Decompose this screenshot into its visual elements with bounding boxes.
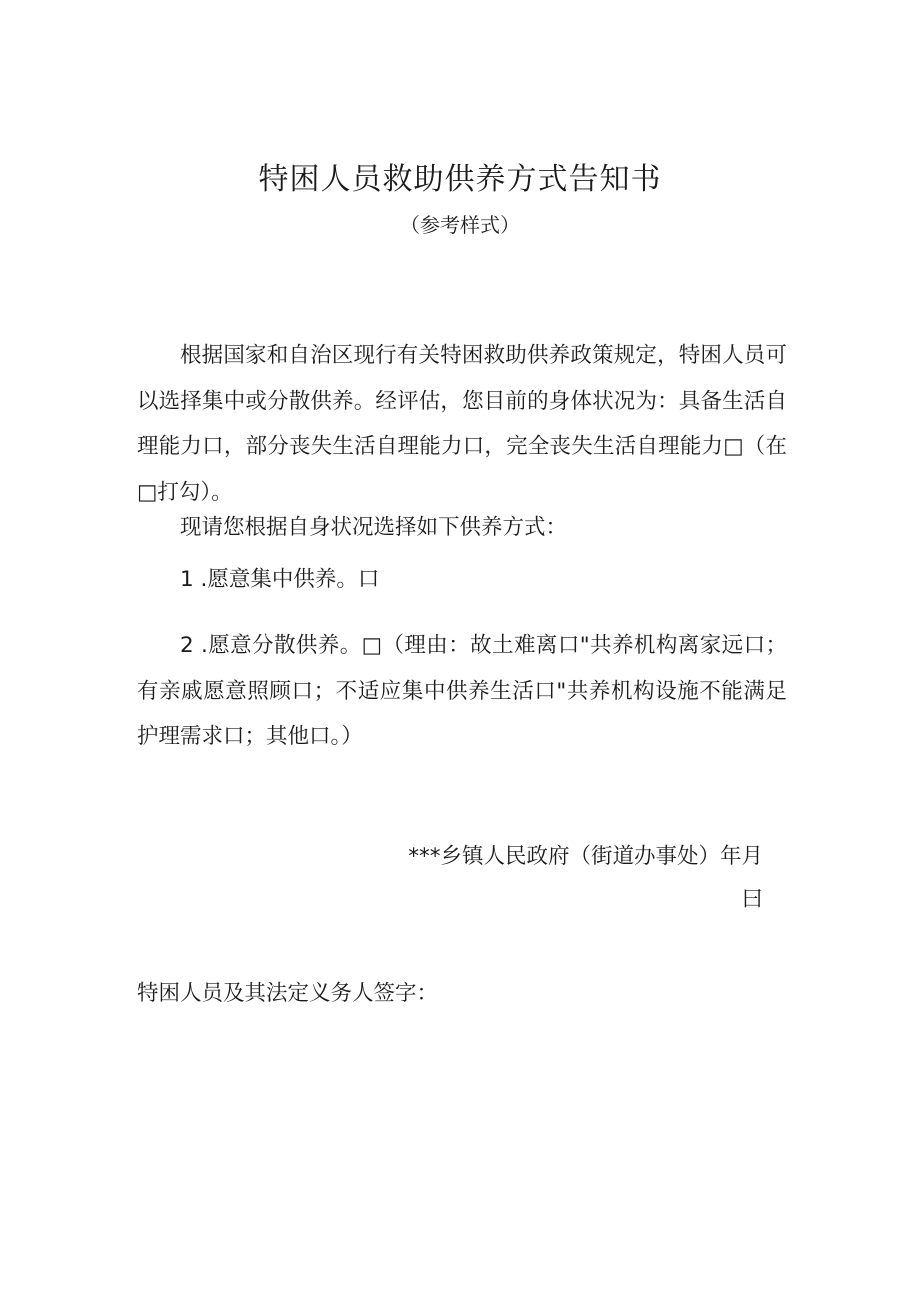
issuer-date-day: 曰 [741, 887, 763, 912]
option-centralized-support: 1 .愿意集中供养。口 [180, 567, 380, 592]
body-paragraph-assessment: 根据国家和自治区现行有关特困救助供养政策规定，特困人员可以选择集中或分散供养。经评估，您目前的身体状况为：具备生活自理能力口，部分丧失生活自理能力口，完全丧失生活自理能力□（在□打勾）。 [137, 343, 787, 505]
option-dispersed-support: 2 .愿意分散供养。□（理由：故土难离口"共养机构离家远口；有亲戚愿意照顾口；不适应集中供养生活口"共养机构设施不能满足护理需求口；其他口。） [137, 633, 787, 749]
document-subtitle: （参考样式） [400, 213, 520, 237]
body-paragraph-instruction: 现请您根据自身状况选择如下供养方式： [180, 515, 568, 540]
issuer-line: ***乡镇人民政府（街道办事处）年月 [408, 844, 763, 869]
document-title: 特困人员救助供养方式告知书 [258, 162, 662, 197]
signature-label: 特困人员及其法定义务人签字： [137, 981, 439, 1006]
